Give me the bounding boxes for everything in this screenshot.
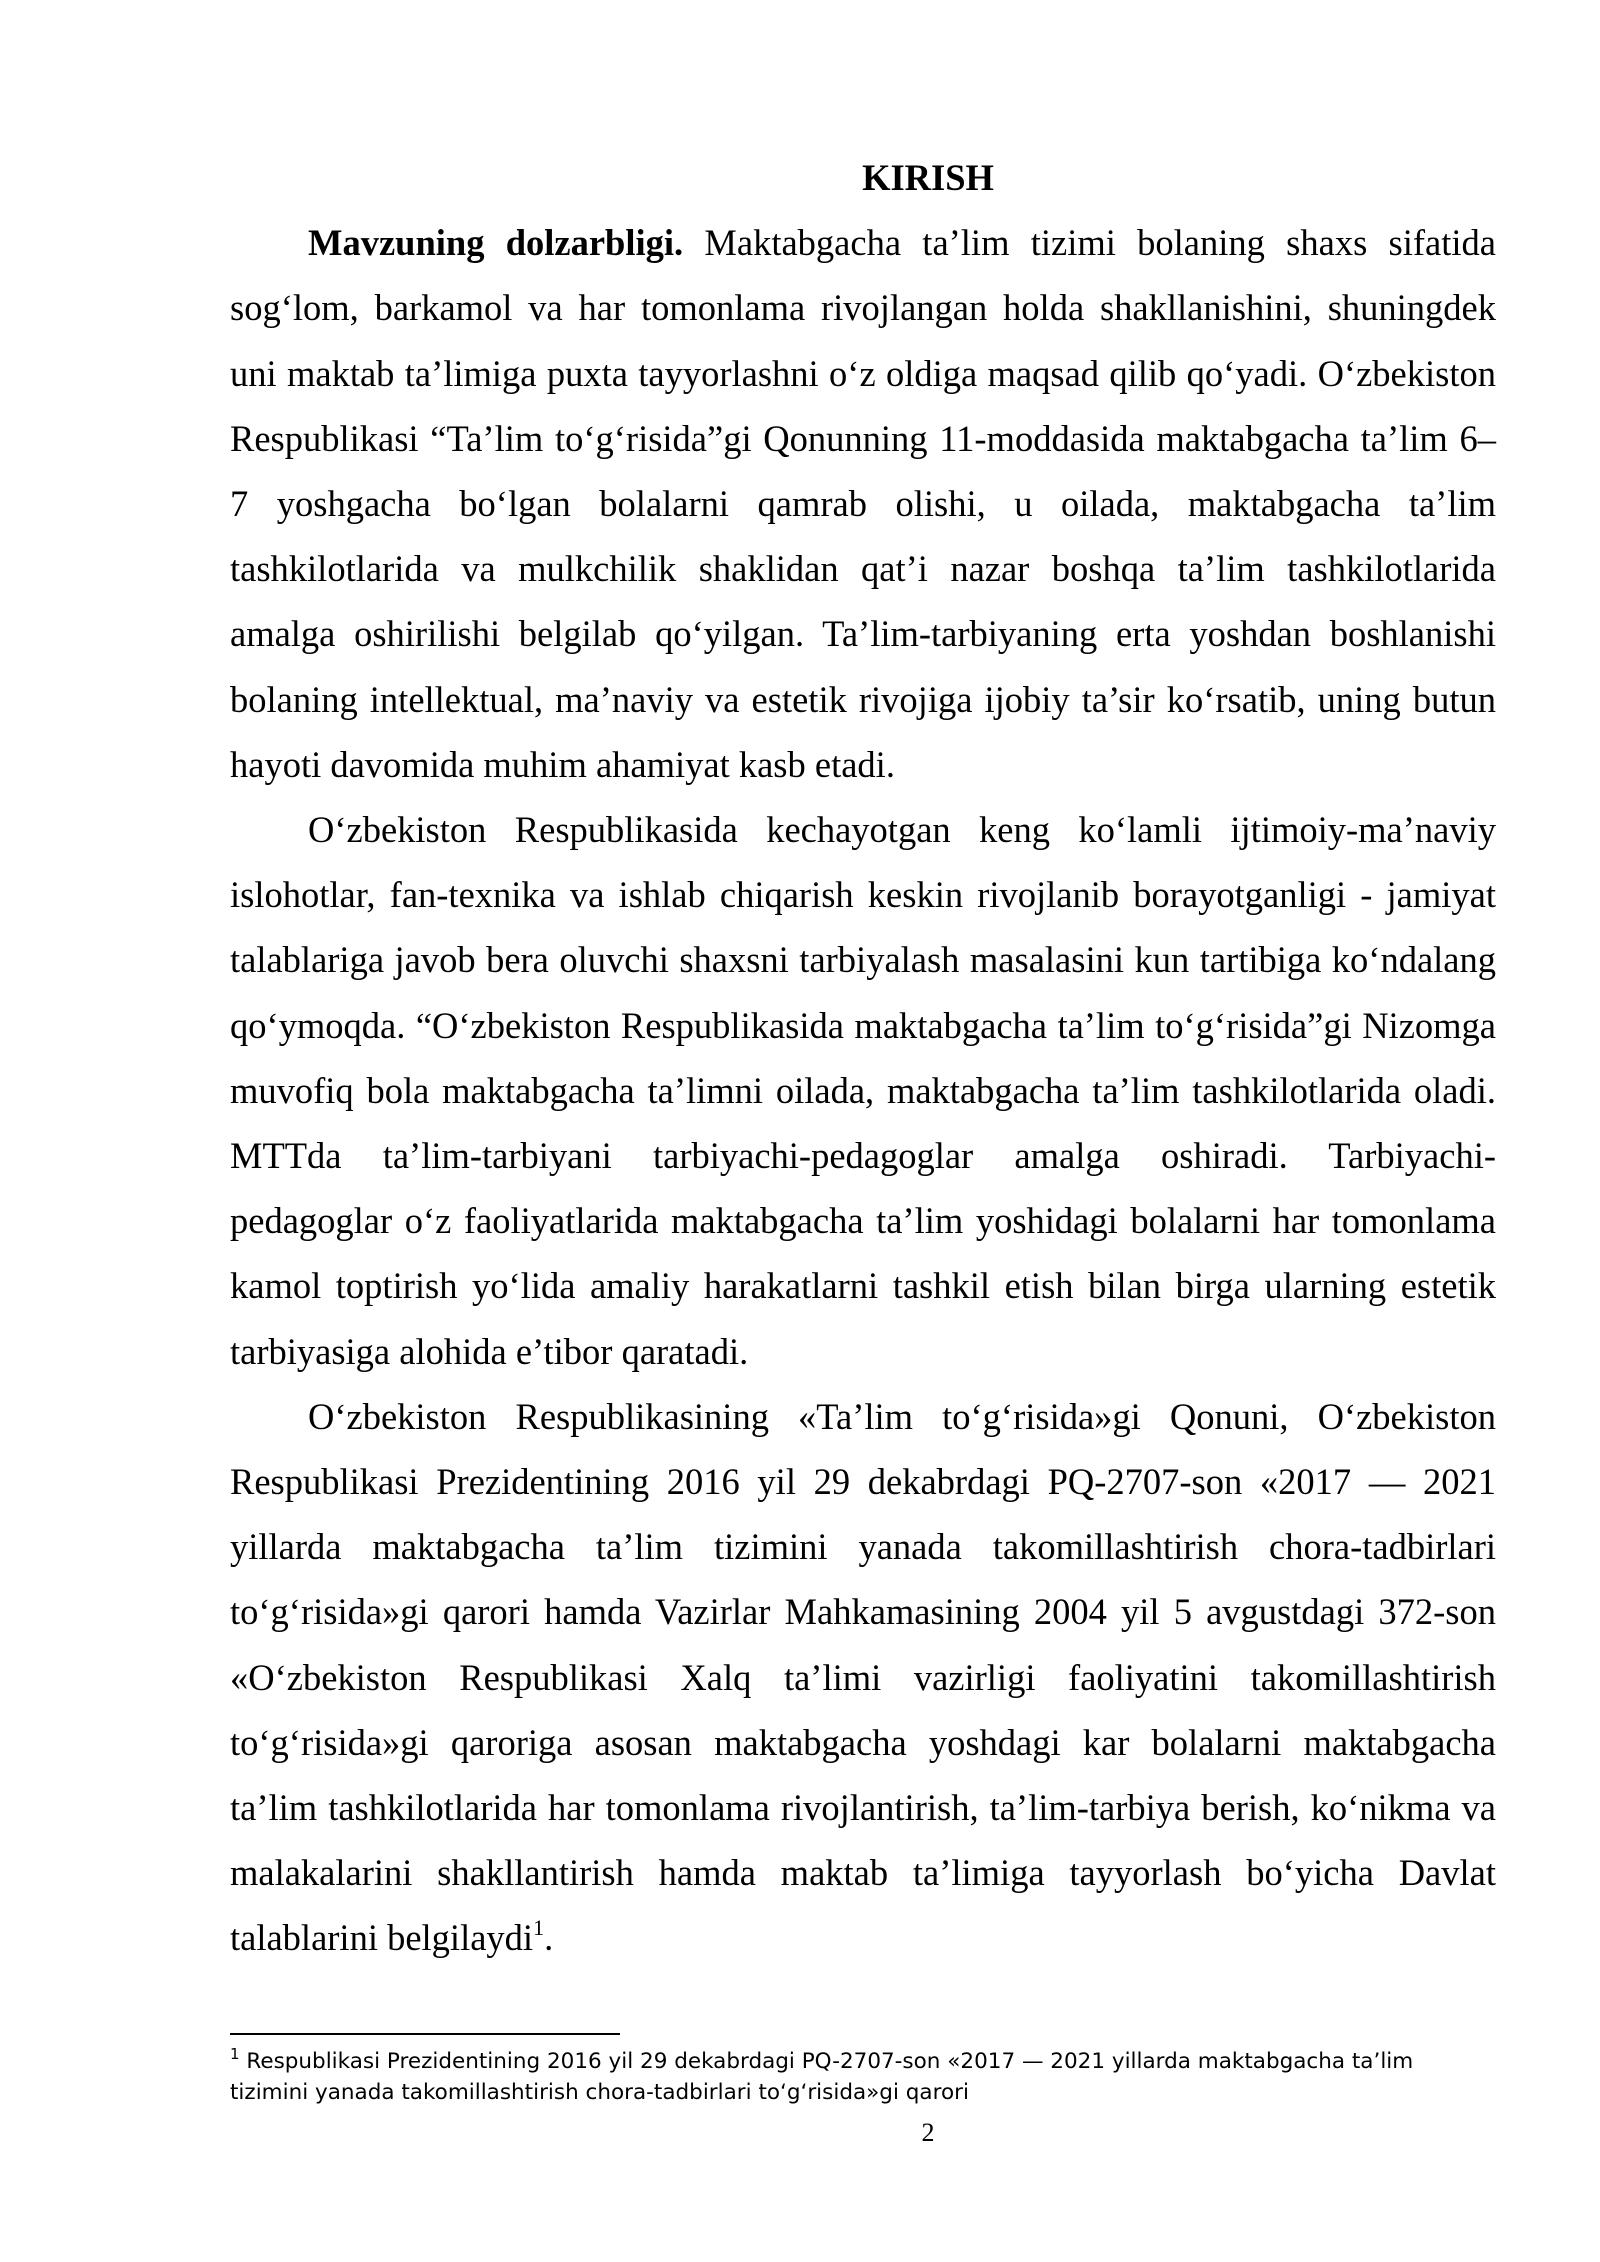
paragraph-2 (230, 797, 1496, 1384)
paragraph-3 (230, 1384, 1496, 1971)
paragraph-3-text: O‘zbekiston Respublikasining «Ta’lim to‘g‘risida»gi Qonuni, O‘zbekiston Respublikasi Prezidentining 2016 yil 29 dekabrdagi PQ-2707-son «2017 — 2021 yillarda maktabgacha ta’lim tizimini yanada takomillashtirish chora-tadbirlari to‘g‘risida»gi qarori hamda Vazirlar Mahkamasining 2004 yil 5 avgustdagi 372-son «O‘zbekiston Respublikasi Xalq ta’limi vazirligi faoliyatini takomillashtirish to‘g‘risida»gi qaroriga asosan maktabgacha yoshdagi kar bolalarni maktabgacha ta’lim tashkilotlarida har tomonlama rivojlantirish, ta’lim-tarbiya berish, ko‘nikma va malakalarini shakllantirish hamda maktab ta’limiga tayyorlash bo‘yicha Davlat talablarini belgilaydi (230, 1395, 1496, 1959)
footnote-marker: 1 (230, 2044, 240, 2063)
footnote-text: Respublikasi Prezidentining 2016 yil 29 dekabrdagi PQ-2707-son «2017 — 2021 yillarda maktabgacha ta’lim tizimini yanada takomillashtirish chora-tadbirlari to‘g‘risida»gi qarori (230, 2049, 1414, 2105)
paragraph-3-tail: . (544, 1917, 554, 1959)
paragraph-1 (230, 210, 1496, 797)
page-number: 2 (921, 2118, 935, 2147)
paragraph-1-lead: Mavzuning dolzarbligi. (308, 222, 684, 264)
footnote-reference[interactable]: 1 (533, 1915, 545, 1941)
paragraph-2-text: O‘zbekiston Respublikasida kechayotgan keng ko‘lamli ijtimoiy-ma’naviy islohotlar, fan-texnika va ishlab chiqarish keskin rivojlanib borayotganligi - jamiyat talablariga javob bera oluvchi shaxsni tarbiyalash masalasini kun tartibiga ko‘ndalang qo‘ymoqda. “O‘zbekiston Respublikasida maktabgacha ta’lim to‘g‘risida”gi Nizomga muvofiq bola maktabgacha ta’limni oilada, maktabgacha ta’lim tashkilotlarida oladi. MTTda ta’lim-tarbiyani tarbiyachi-pedagoglar amalga oshiradi. Tarbiyachi-pedagoglar o‘z faoliyatlarida maktabgacha ta’lim yoshidagi bolalarni har tomonlama kamol toptirish yo‘lida amaliy harakatlarni tashkil etish bilan birga ularning estetik tarbiyasiga alohida e’tibor qaratadi. (230, 809, 1496, 1372)
footnote-separator (230, 2033, 620, 2035)
footnote (230, 2046, 1496, 2108)
page-title: KIRISH (862, 157, 994, 198)
body-text (230, 145, 1496, 1971)
paragraph-1-text: Maktabgacha ta’lim tizimi bolaning shaxs sifatida sog‘lom, barkamol va har tomonlama rivojlangan holda shakllanishini, shuningdek uni maktab ta’limiga puxta tayyorlashni o‘z oldiga maqsad qilib qo‘yadi. O‘zbekiston Respublikasi “Ta’lim to‘g‘risida”gi Qonunning 11-moddasida maktabgacha ta’lim 6–7 yoshgacha bo‘lgan bolalarni qamrab olishi, u oilada, maktabgacha ta’lim tashkilotlarida va mulkchilik shaklidan qat’i nazar boshqa ta’lim tashkilotlarida amalga oshirilishi belgilab qo‘yilgan. Ta’lim-tarbiyaning erta yoshdan boshlanishi bolaning intellektual, ma’naviy va estetik rivojiga ijobiy ta’sir ko‘rsatib, uning butun hayoti davomida muhim ahamiyat kasb etadi. (230, 222, 1496, 785)
